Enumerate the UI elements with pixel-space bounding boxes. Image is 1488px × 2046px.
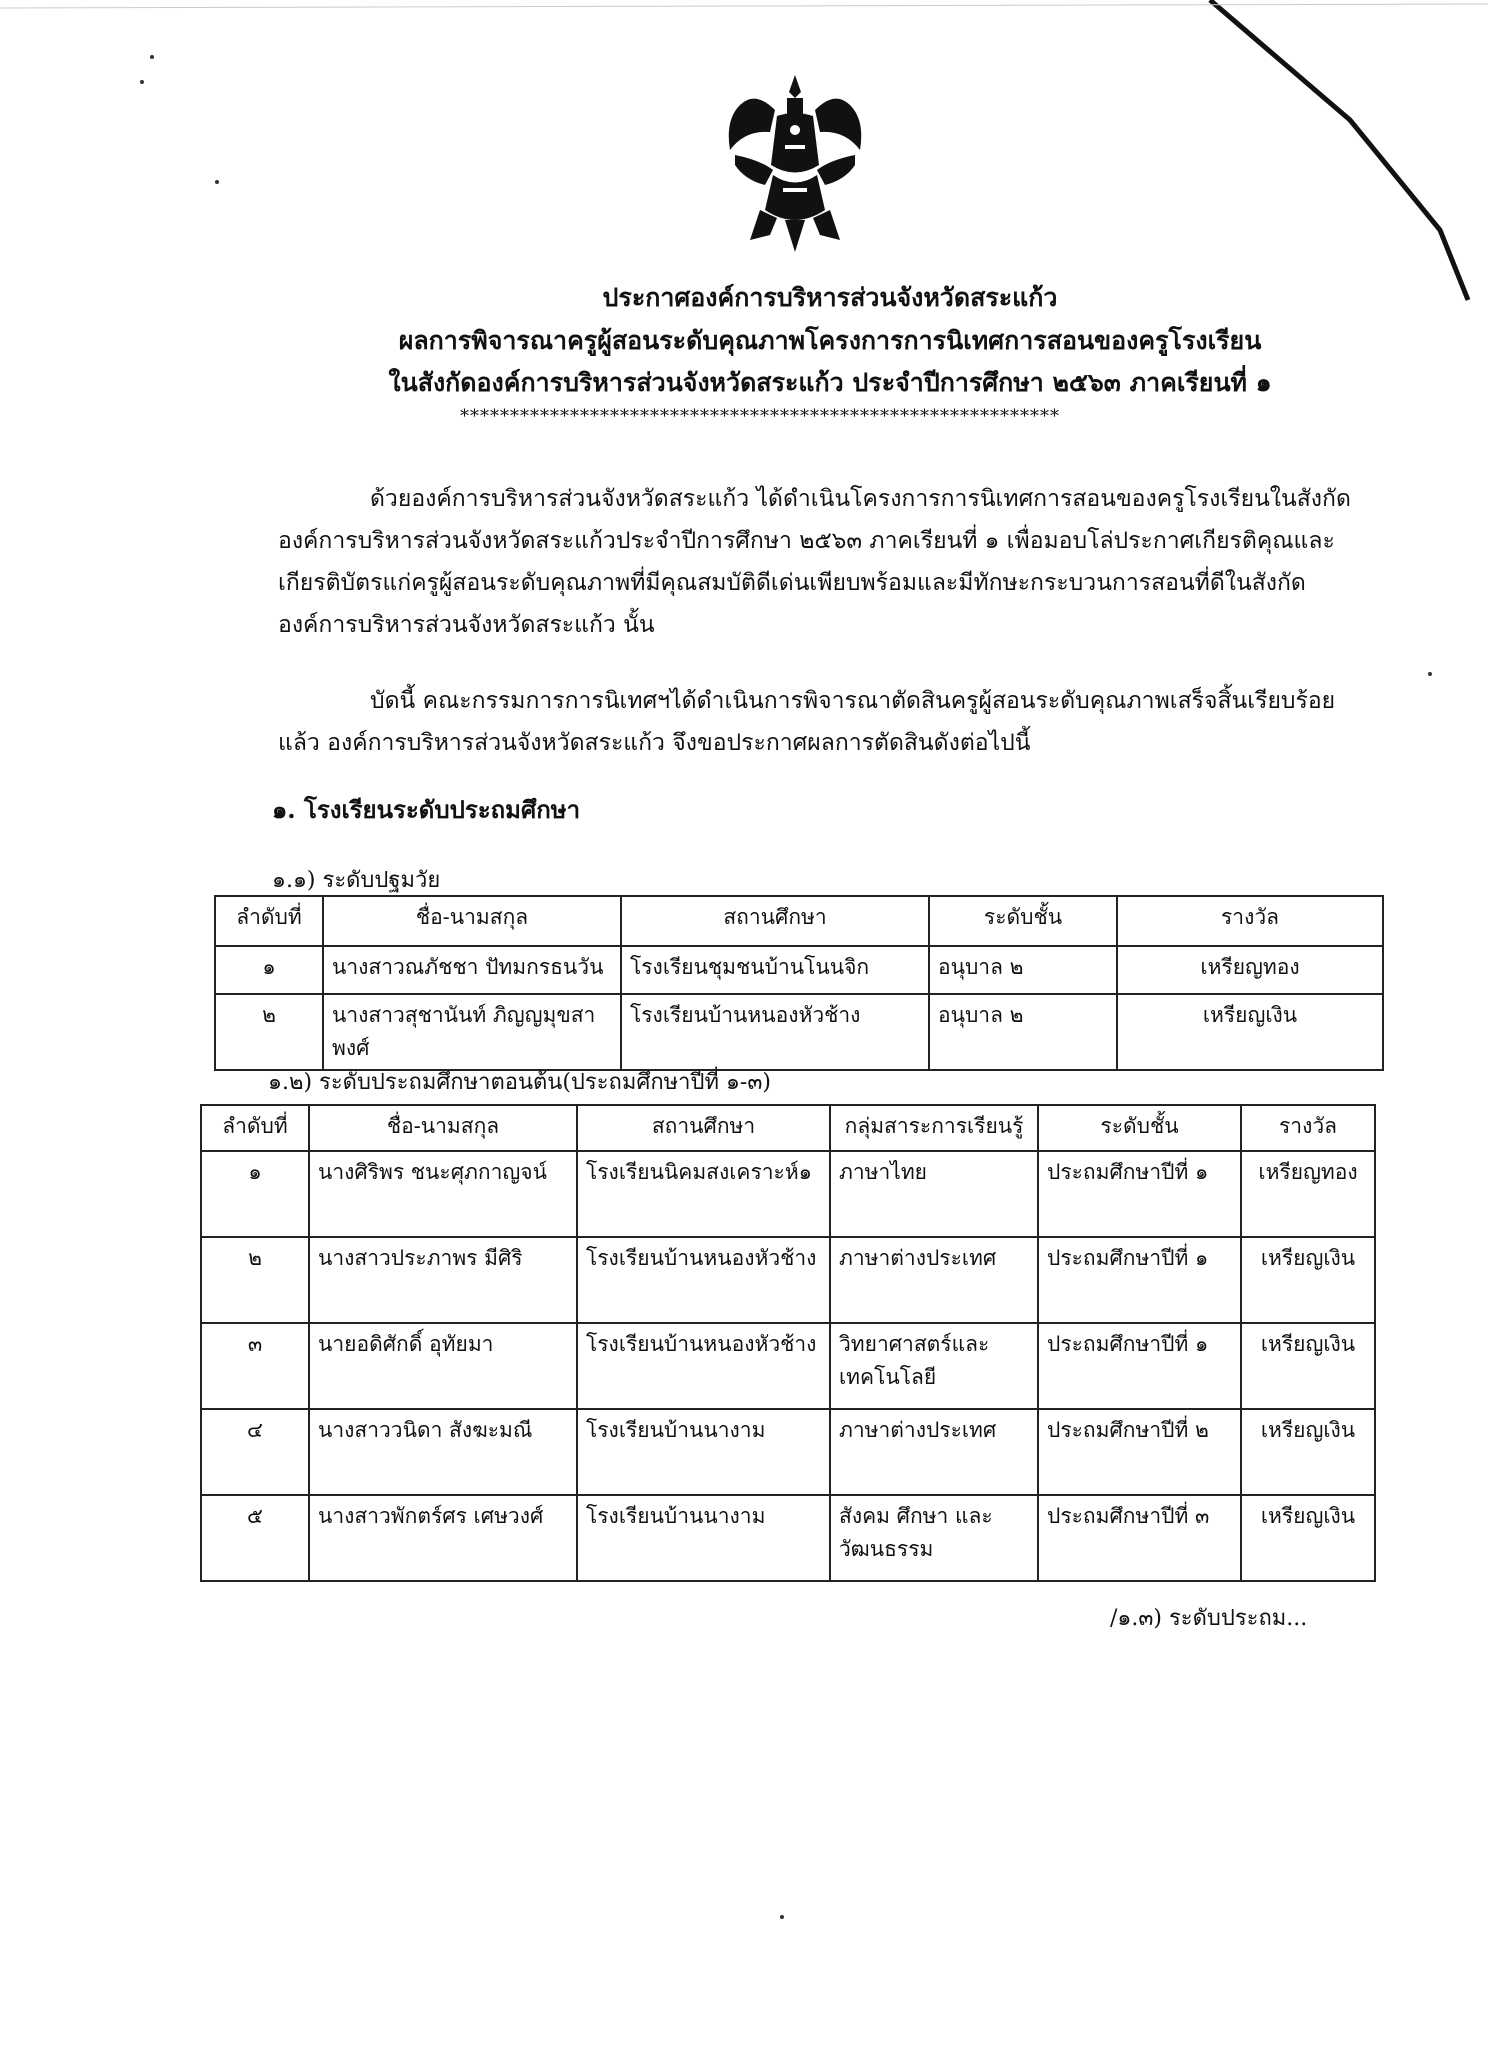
cell-name: นายอดิศักดิ์ อุทัยมา	[309, 1323, 577, 1409]
cell-order: ๕	[201, 1495, 309, 1581]
col-header-level: ระดับชั้น	[1038, 1105, 1241, 1151]
continuation-note: /๑.๓) ระดับประถม...	[1110, 1606, 1308, 1631]
cell-subject: วิทยาศาสตร์และเทคโนโลยี	[830, 1323, 1038, 1409]
garuda-emblem	[715, 70, 875, 255]
table-row	[201, 1151, 1375, 1237]
col-header-name: ชื่อ-นามสกุล	[309, 1105, 577, 1151]
cell-school: โรงเรียนบ้านหนองหัวช้าง	[577, 1237, 830, 1323]
cell-award: เหรียญเงิน	[1241, 1237, 1375, 1323]
announcement-heading-line3: ในสังกัดองค์การบริหารส่วนจังหวัดสระแก้ว ประจำปีการศึกษา ๒๕๖๓ ภาคเรียนที่ ๑	[388, 368, 1272, 397]
cell-school: โรงเรียนบ้านนางาม	[577, 1409, 830, 1495]
scan-speck	[1428, 672, 1432, 676]
section-primary-title: ๑. โรงเรียนระดับประถมศึกษา	[272, 795, 581, 824]
cell-award: เหรียญเงิน	[1117, 994, 1383, 1070]
table-row	[201, 1237, 1375, 1323]
cell-name: นางสาวณภัชชา ปัทมกรธนวัน	[323, 946, 621, 994]
table-header-row	[215, 896, 1383, 946]
col-header-order: ลำดับที่	[215, 896, 323, 946]
intro-paragraph	[278, 478, 1358, 646]
cell-level: อนุบาล ๒	[929, 946, 1117, 994]
cell-subject: ภาษาต่างประเทศ	[830, 1237, 1038, 1323]
cell-name: นางสาวประภาพร มีศิริ	[309, 1237, 577, 1323]
scan-speck	[780, 1915, 784, 1919]
table2-caption: ๑.๒) ระดับประถมศึกษาตอนต้น(ประถมศึกษาปีที่ ๑-๓)	[268, 1070, 771, 1095]
cell-school: โรงเรียนบ้านหนองหัวช้าง	[621, 994, 929, 1070]
cell-order: ๑	[215, 946, 323, 994]
cell-order: ๒	[215, 994, 323, 1070]
cell-level: ประถมศึกษาปีที่ ๒	[1038, 1409, 1241, 1495]
cell-name: นางสาวพักตร์ศร เศษวงศ์	[309, 1495, 577, 1581]
cell-school: โรงเรียนบ้านนางาม	[577, 1495, 830, 1581]
table-row	[201, 1495, 1375, 1581]
intro-paragraph-text: ด้วยองค์การบริหารส่วนจังหวัดสระแก้ว ได้ดำเนินโครงการการนิเทศการสอนของครูโรงเรียนในสังกัดองค์การบริหารส่วนจังหวัดสระแก้วประจำปีการศึกษา ๒๕๖๓ ภาคเรียนที่ ๑ เพื่อมอบโล่ประกาศเกียรติคุณและเกียรติบัตรแก่ครูผู้สอนระดับคุณภาพที่มีคุณสมบัติดีเด่นเพียบพร้อมและมีทักษะกระบวนการสอนที่ดีในสังกัดองค์การบริหารส่วนจังหวัดสระแก้ว นั้น	[278, 486, 1351, 638]
cell-subject: ภาษาไทย	[830, 1151, 1038, 1237]
cell-order: ๒	[201, 1237, 309, 1323]
cell-name: นางสาววนิดา สังฆะมณี	[309, 1409, 577, 1495]
table-lower-primary	[200, 1104, 1376, 1582]
cell-order: ๑	[201, 1151, 309, 1237]
cell-award: เหรียญเงิน	[1241, 1323, 1375, 1409]
cell-school: โรงเรียนชุมชนบ้านโนนจิก	[621, 946, 929, 994]
cell-award: เหรียญเงิน	[1241, 1495, 1375, 1581]
cell-subject: สังคม ศึกษา และวัฒนธรรม	[830, 1495, 1038, 1581]
cell-award: เหรียญเงิน	[1241, 1409, 1375, 1495]
cell-school: โรงเรียนบ้านหนองหัวช้าง	[577, 1323, 830, 1409]
cell-order: ๓	[201, 1323, 309, 1409]
cell-level: ประถมศึกษาปีที่ ๑	[1038, 1323, 1241, 1409]
cell-school: โรงเรียนนิคมสงเคราะห์๑	[577, 1151, 830, 1237]
table-row	[201, 1409, 1375, 1495]
cell-order: ๔	[201, 1409, 309, 1495]
table-row	[215, 946, 1383, 994]
scan-speck	[215, 180, 219, 184]
cell-award: เหรียญทอง	[1241, 1151, 1375, 1237]
col-header-name: ชื่อ-นามสกุล	[323, 896, 621, 946]
scan-speck	[150, 55, 154, 59]
col-header-school: สถานศึกษา	[621, 896, 929, 946]
table-row	[201, 1323, 1375, 1409]
result-paragraph	[278, 680, 1358, 764]
cell-name: นางสาวสุชานันท์ ภิญญมุขสาพงศ์	[323, 994, 621, 1070]
announcement-heading-line2: ผลการพิจารณาครูผู้สอนระดับคุณภาพโครงการการนิเทศการสอนของครูโรงเรียน	[398, 326, 1262, 355]
announcement-heading-line1: ประกาศองค์การบริหารส่วนจังหวัดสระแก้ว	[602, 283, 1058, 312]
col-header-order: ลำดับที่	[201, 1105, 309, 1151]
col-header-school: สถานศึกษา	[577, 1105, 830, 1151]
col-header-award: รางวัล	[1117, 896, 1383, 946]
cell-level: อนุบาล ๒	[929, 994, 1117, 1070]
scan-speck	[140, 80, 144, 84]
col-header-level: ระดับชั้น	[929, 896, 1117, 946]
table-header-row	[201, 1105, 1375, 1151]
col-header-subject: กลุ่มสาระการเรียนรู้	[830, 1105, 1038, 1151]
col-header-award: รางวัล	[1241, 1105, 1375, 1151]
cell-level: ประถมศึกษาปีที่ ๑	[1038, 1151, 1241, 1237]
cell-award: เหรียญทอง	[1117, 946, 1383, 994]
cell-name: นางศิริพร ชนะศุภกาญจน์	[309, 1151, 577, 1237]
table-row	[215, 994, 1383, 1070]
heading-separator: ************************************************************	[460, 406, 1060, 427]
result-paragraph-text: บัดนี้ คณะกรรมการการนิเทศฯได้ดำเนินการพิจารณาตัดสินครูผู้สอนระดับคุณภาพเสร็จสิ้นเรียบร้อยแล้ว องค์การบริหารส่วนจังหวัดสระแก้ว จึงขอประกาศผลการตัดสินดังต่อไปนี้	[278, 688, 1336, 756]
table1-caption: ๑.๑) ระดับปฐมวัย	[272, 868, 441, 893]
cell-level: ประถมศึกษาปีที่ ๓	[1038, 1495, 1241, 1581]
cell-subject: ภาษาต่างประเทศ	[830, 1409, 1038, 1495]
cell-level: ประถมศึกษาปีที่ ๑	[1038, 1237, 1241, 1323]
table-early-childhood	[214, 895, 1384, 1071]
